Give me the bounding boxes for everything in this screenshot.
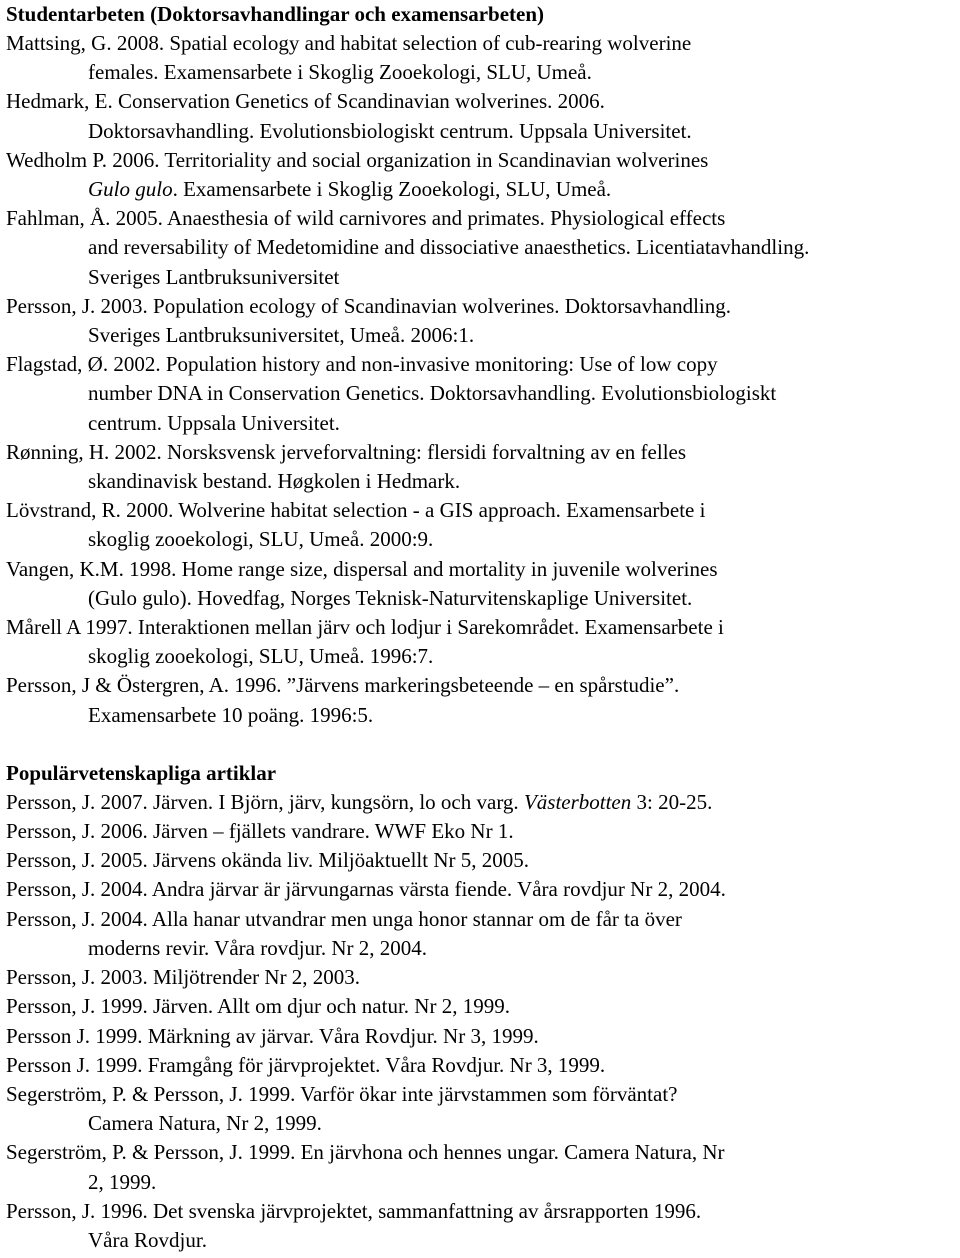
reference-line: Doktorsavhandling. Evolutionsbiologiskt centrum. Uppsala Universitet. — [88, 118, 692, 143]
reference-entry — [6, 555, 954, 613]
reference-line: Flagstad, Ø. 2002. Population history and non-invasive monitoring: Use of low copy — [6, 352, 718, 377]
reference-line: number DNA in Conservation Genetics. Doktorsavhandling. Evolutionsbiologiskt — [88, 381, 777, 406]
reference-line: and reversability of Medetomidine and dissociative anaesthetics. Licentiatavhandling. — [88, 235, 810, 260]
reference-line: Mårell A 1997. Interaktionen mellan järv och lodjur i Sarekområdet. Examensarbete i — [6, 615, 724, 640]
reference-entry — [6, 963, 954, 992]
reference-entry — [6, 875, 954, 904]
reference-text: Persson, J. 2007. Järven. I Björn, järv, kungsörn, lo och varg. — [6, 789, 524, 814]
reference-entry — [6, 496, 954, 554]
reference-line: Examensarbete 10 poäng. 1996:5. — [88, 702, 374, 727]
reference-line: Rønning, H. 2002. Norsksvensk jerveforvaltning: flersidi forvaltning av en felles — [6, 439, 687, 464]
reference-entry — [6, 846, 954, 875]
reference-entry — [6, 438, 954, 496]
reference-line: Segerström, P. & Persson, J. 1999. En järvhona och hennes ungar. Camera Natura, Nr — [6, 1140, 725, 1165]
reference-entry — [6, 817, 954, 846]
reference-line: Persson J. 1999. Framgång för järvprojektet. Våra Rovdjur. Nr 3, 1999. — [6, 1052, 606, 1077]
reference-line: Mattsing, G. 2008. Spatial ecology and habitat selection of cub-rearing wolverine — [6, 31, 692, 55]
reference-text: 3: 20-25. — [631, 789, 713, 814]
reference-line: moderns revir. Våra rovdjur. Nr 2, 2004. — [88, 935, 428, 960]
reference-entry — [6, 1138, 954, 1196]
reference-entry — [6, 905, 954, 963]
journal-name-italic: Västerbotten — [523, 789, 632, 814]
reference-line: Persson, J. 1996. Det svenska järvprojektet, sammanfattning av årsrapporten 1996. — [6, 1198, 702, 1223]
reference-line: Persson, J. 2003. Miljötrender Nr 2, 2003. — [6, 965, 361, 990]
reference-entry — [6, 788, 954, 817]
reference-entry — [6, 1051, 954, 1080]
reference-line: Persson, J. 2005. Järvens okända liv. Miljöaktuellt Nr 5, 2005. — [6, 848, 530, 873]
reference-line: Sveriges Lantbruksuniversitet — [88, 264, 340, 289]
reference-entry — [6, 671, 954, 729]
reference-line: Persson, J. 2006. Järven – fjällets vandrare. WWF Eko Nr 1. — [6, 819, 514, 844]
reference-line: Persson, J & Östergren, A. 1996. ”Järvens markeringsbeteende – en spårstudie”. — [6, 673, 680, 698]
reference-entry — [6, 292, 954, 350]
reference-line: Lövstrand, R. 2000. Wolverine habitat selection - a GIS approach. Examensarbete i — [6, 498, 706, 523]
student-works-section — [6, 0, 954, 730]
reference-line: skoglig zooekologi, SLU, Umeå. 1996:7. — [88, 644, 434, 669]
reference-entry — [6, 1080, 954, 1138]
reference-entry — [6, 1022, 954, 1051]
popular-science-section — [6, 759, 954, 1255]
reference-line: Vangen, K.M. 1998. Home range size, dispersal and mortality in juvenile wolverines — [6, 556, 718, 581]
reference-line: Segerström, P. & Persson, J. 1999. Varför ökar inte järvstammen som förväntat? — [6, 1081, 678, 1106]
reference-line: 2, 1999. — [88, 1169, 157, 1194]
popular-science-heading: Populärvetenskapliga artiklar — [6, 760, 277, 785]
reference-line: skandinavisk bestand. Høgkolen i Hedmark. — [88, 469, 461, 494]
reference-line — [6, 788, 954, 817]
reference-line: Camera Natura, Nr 2, 1999. — [88, 1111, 322, 1136]
reference-line: Våra Rovdjur. — [88, 1227, 207, 1252]
reference-line: skoglig zooekologi, SLU, Umeå. 2000:9. — [88, 527, 434, 552]
reference-line: Persson, J. 2004. Andra järvar är järvungarnas värsta fiende. Våra rovdjur Nr 2, 2004. — [6, 877, 726, 902]
reference-line: Persson, J. 2004. Alla hanar utvandrar men unga honor stannar om de får ta över — [6, 906, 682, 931]
reference-line: Sveriges Lantbruksuniversitet, Umeå. 2006:1. — [88, 323, 475, 348]
reference-line: Hedmark, E. Conservation Genetics of Scandinavian wolverines. 2006. — [6, 89, 605, 114]
reference-line: Fahlman, Å. 2005. Anaesthesia of wild carnivores and primates. Physiological effects — [6, 206, 726, 231]
reference-line: Wedholm P. 2006. Territoriality and social organization in Scandinavian wolverines — [6, 147, 709, 172]
reference-text: . Examensarbete i Skoglig Zooekologi, SLU, Umeå. — [172, 177, 612, 202]
reference-entry — [6, 992, 954, 1021]
reference-line — [88, 175, 954, 204]
reference-entry — [6, 29, 954, 87]
reference-entry — [6, 1197, 954, 1255]
reference-entry — [6, 146, 954, 204]
reference-line: Persson, J. 1999. Järven. Allt om djur och natur. Nr 2, 1999. — [6, 994, 510, 1019]
species-name-italic: Gulo gulo — [88, 177, 173, 202]
reference-line: Persson J. 1999. Märkning av järvar. Våra Rovdjur. Nr 3, 1999. — [6, 1023, 539, 1048]
reference-entry — [6, 204, 954, 292]
student-works-heading: Studentarbeten (Doktorsavhandlingar och examensarbeten) — [6, 2, 545, 26]
reference-line: (Gulo gulo). Hovedfag, Norges Teknisk-Naturvitenskaplige Universitet. — [88, 585, 693, 610]
reference-line: females. Examensarbete i Skoglig Zooekologi, SLU, Umeå. — [88, 60, 592, 85]
reference-entry — [6, 613, 954, 671]
reference-line: Persson, J. 2003. Population ecology of Scandinavian wolverines. Doktorsavhandling. — [6, 293, 731, 318]
reference-entry — [6, 350, 954, 438]
reference-entry — [6, 87, 954, 145]
reference-line: centrum. Uppsala Universitet. — [88, 410, 340, 435]
